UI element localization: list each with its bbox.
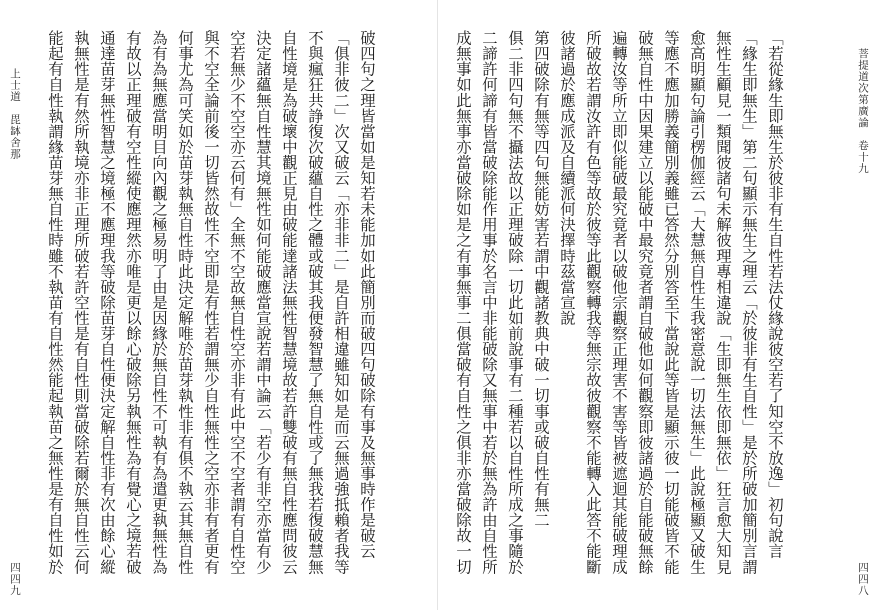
- text-column: 彼諸過於應成派及自續派何決擇時茲當宣說: [558, 30, 576, 326]
- text-column: 「緣生即無生」第二句顯示無生之理云「於彼非有生自性」是於所破加簡別言謂: [740, 30, 758, 575]
- text-column: 俱二非四句無不攝法故以正理破除一切此如前說事有二種若以自性所成之事隨於: [506, 30, 524, 575]
- text-column: 不與瘋狂共諍復次破蘊自性之體或破其我便發智慧了無自性或了無我若復破慧無: [306, 30, 324, 575]
- running-head: 上士道 毘缽舍那: [9, 68, 21, 160]
- right-page: [438, 0, 877, 610]
- text-column: 何事尤為可笑如於苗芽執無自性時此決定解唯於苗芽執性非有俱不執云其無自性: [176, 30, 194, 575]
- page-number: 四四八: [857, 561, 869, 596]
- text-column: 第四破除有無等四句無能妨害若謂中觀諸教典中破一切事或破自性有無二: [532, 30, 550, 528]
- text-column: 破無自性中因果建立以能破中最究竟者謂自破他如何觀察即彼諸過於自能破無餘: [636, 30, 654, 575]
- text-column: 「俱非彼二」次又破云「亦非非二」是自許相違雖知如是而云無過強抵賴者我等: [332, 30, 350, 575]
- text-column: 能起有自性執謂緣苗芽無自性時雖不執苗有自性然能起執苗之無性是有自性如於: [46, 30, 64, 575]
- left-page: [0, 0, 438, 610]
- text-column: 破四句之理皆當如是知若未能加如此簡別而破四句破除有事及無事時作是破云: [358, 30, 376, 559]
- text-column: 通達苗芽無性智慧之境極不應理我等破除苗芽自性便決定解自性非有次由餘心縱: [98, 30, 116, 575]
- running-head: 菩提道次第廣論 卷十九: [857, 48, 869, 175]
- text-column: 空若無少不空空亦云何有」全無不空故無自性空亦非有此中空不空者謂有自性空: [228, 30, 246, 575]
- text-column: 所破故若謂汝許有色等故於彼等此觀察轉我等無宗故彼觀察不能轉入此答不能斷: [584, 30, 602, 575]
- text-column: 執無性是有然所執境亦非正理所破若許空性是有自性則當破除若爾於無自性云何: [72, 30, 90, 575]
- text-column: 「若從緣生即無生於彼非有生自性若法仗緣說彼空若了知空不放逸」初句說言: [766, 30, 784, 559]
- text-column: 遍轉汝等所立即似能破最究竟者以破他宗觀察正理害不害等皆被遮迴其能破理成: [610, 30, 628, 575]
- text-columns: [450, 30, 788, 600]
- text-column: 與不空全論前後一切皆然故性不空即是有性若謂無少自性無性之空亦非有者更有: [202, 30, 220, 575]
- text-column: 為有為無應當明目向內觀之極易明了由是因緣於無自性不可執有為遣更執無性為: [150, 30, 168, 575]
- page-number: 四四九: [9, 561, 21, 596]
- text-column: 成無事如此無事亦當破除如是之有事無事二俱當破有自性之俱非亦當破除故一切: [454, 30, 472, 575]
- text-columns: [42, 30, 380, 600]
- text-column: 二諦許何諦有皆當破除能作用事於名言中非能破除又無事中若於無為許由自性所: [480, 30, 498, 575]
- text-column: 愈高明顯句論引楞伽經云「大慧無自性生我密意說一切法無生」此說極顯又破生: [688, 30, 706, 575]
- text-column: 自性境是為破壞中觀正見由破能達諸法無性智慧境故若許雙破有無自性應問彼云: [280, 30, 298, 575]
- text-column: 無性生顧見一類聞彼諸句未解彼理專相違說「生即無生依即無依」狂言愈大知見: [714, 30, 732, 575]
- text-column: 有故以正理破有空性縱使應理然亦唯是更以餘心破除另執無性為有覺心之境若破: [124, 30, 142, 575]
- text-column: 決定諸蘊無自性慧其境無性如何能破應當宣說若謂中論云「若少有非空亦當有少: [254, 30, 272, 575]
- text-column: 等應不應加勝義簡別義雖已答然分別答至下當說此等皆是顯示彼一切能破皆不能: [662, 30, 680, 575]
